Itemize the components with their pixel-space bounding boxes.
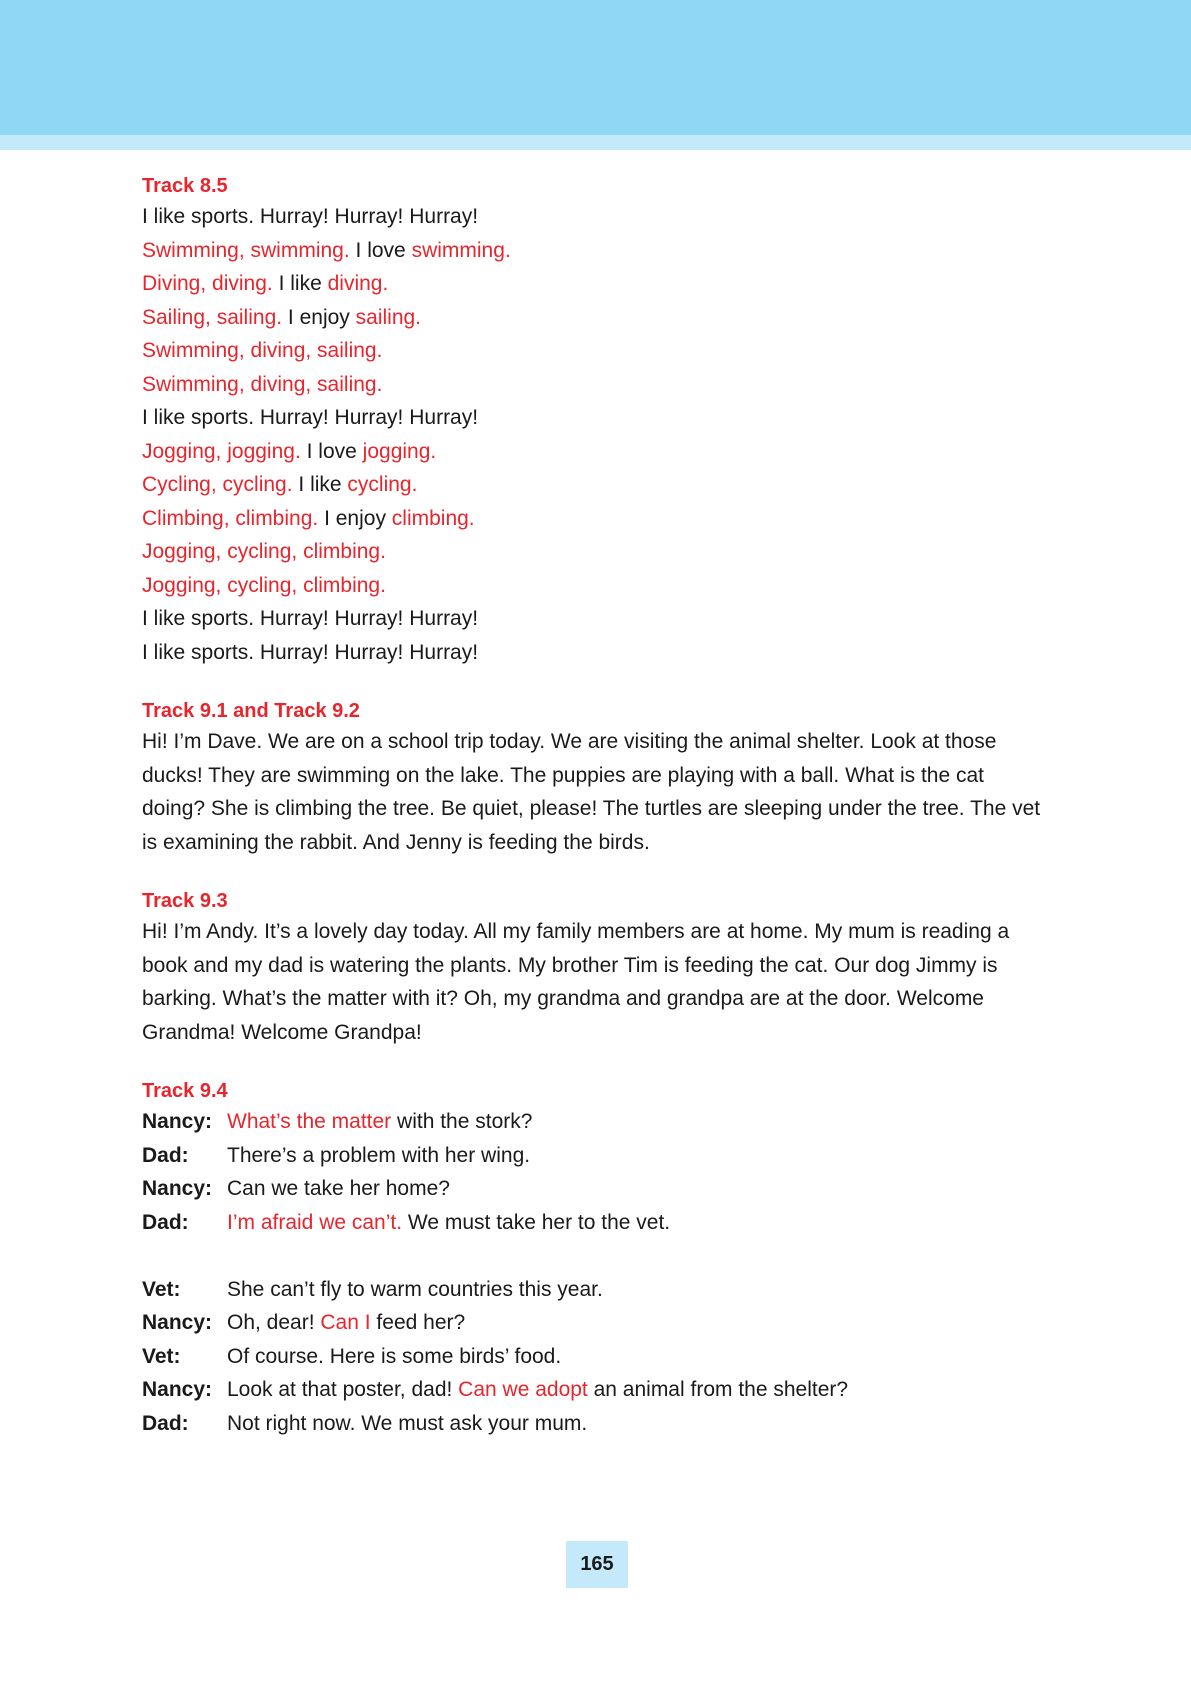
lyric-line (142, 435, 1052, 469)
lyric-line (142, 234, 1052, 268)
lyric-line (142, 401, 1052, 435)
track-8-5-section (142, 172, 1052, 669)
text-run: with the stork? (391, 1110, 533, 1133)
lyric-line (142, 334, 1052, 368)
dialogue-line (142, 1172, 1052, 1206)
track-9-3-heading: Track 9.3 (142, 890, 228, 912)
track-9-3-section (142, 887, 1052, 1049)
text-run: I like sports. Hurray! Hurray! Hurray! (142, 406, 479, 429)
highlighted-phrase: Cycling, cycling. (142, 473, 293, 496)
highlighted-phrase: Jogging, cycling, climbing. (142, 540, 386, 563)
dialogue-text (227, 1373, 848, 1407)
speaker-label: Dad: (142, 1210, 189, 1234)
dialogue-text (227, 1206, 670, 1240)
page-number: 165 (566, 1541, 628, 1588)
track-9-3-text: Hi! I’m Andy. It’s a lovely day today. All my family members are at home. My mum is reading a book and my dad is watering the plants. My brother Tim is feeding the cat. Our dog Jimmy is barking. What’s the matter with it? Oh, my grandma and grandpa are at the door. Welcome Grandma! Welcome Grandpa! (142, 920, 1010, 1044)
dialogue-line (142, 1306, 1052, 1340)
text-run: She can’t fly to warm countries this year. (227, 1277, 603, 1301)
text-run: Oh, dear! (227, 1311, 321, 1334)
highlighted-phrase: diving. (327, 272, 389, 295)
speaker-label: Nancy: (142, 1378, 213, 1401)
highlighted-phrase: I’m afraid we can’t. (227, 1210, 403, 1234)
highlighted-phrase: Diving, diving. (142, 272, 273, 295)
highlighted-phrase: Jogging, cycling, climbing. (142, 573, 386, 597)
highlighted-phrase: What’s the matter (227, 1110, 392, 1133)
lyric-line (142, 602, 1052, 636)
lyric-line (142, 636, 1052, 670)
text-run: feed her? (370, 1311, 466, 1334)
text-run: Can we take her home? (227, 1177, 450, 1200)
speaker-label: Vet: (142, 1344, 181, 1368)
lyric-line (142, 368, 1052, 402)
lyric-line (142, 200, 1052, 234)
highlighted-phrase: climbing. (391, 506, 475, 530)
lyric-line (142, 569, 1052, 603)
page-content (142, 172, 1052, 1468)
dialogue-line (142, 1407, 1052, 1441)
text-run: We must take her to the vet. (402, 1210, 671, 1234)
track-9-4-heading: Track 9.4 (142, 1080, 228, 1102)
text-run: I love (349, 238, 412, 262)
text-run: I enjoy (282, 305, 356, 329)
text-run: I like sports. Hurray! Hurray! Hurray! (142, 205, 479, 228)
highlighted-phrase: Can I (320, 1311, 371, 1334)
song-lyrics (142, 200, 1052, 669)
lyric-line (142, 301, 1052, 335)
speaker-label: Nancy: (142, 1110, 213, 1133)
track-8-5-heading: Track 8.5 (142, 175, 228, 197)
highlighted-phrase: jogging. (362, 439, 437, 463)
dialogue-text (227, 1340, 561, 1374)
dialogue-text (227, 1172, 450, 1206)
text-run: I love (300, 439, 363, 463)
text-run: Not right now. We must ask your mum. (227, 1411, 588, 1435)
text-run: Of course. Here is some birds’ food. (227, 1344, 562, 1368)
text-run: I like sports. Hurray! Hurray! Hurray! (142, 640, 479, 664)
dialogue-line (142, 1139, 1052, 1173)
text-run: I like (292, 473, 348, 496)
speaker-label: Nancy: (142, 1177, 213, 1200)
dialogue-line (142, 1273, 1052, 1307)
speaker-label: Dad: (142, 1411, 189, 1435)
dialogue-text (227, 1407, 587, 1441)
highlighted-phrase: swimming. (411, 238, 511, 262)
highlighted-phrase: sailing. (355, 305, 422, 329)
highlighted-phrase: cycling. (347, 473, 418, 496)
header-band (0, 0, 1191, 135)
highlighted-phrase: Swimming, diving, sailing. (142, 339, 383, 362)
speaker-label: Vet: (142, 1277, 181, 1301)
dialogue-line (142, 1340, 1052, 1374)
highlighted-phrase: Sailing, sailing. (142, 305, 283, 329)
highlighted-phrase: Swimming, swimming. (142, 238, 350, 262)
text-run: There’s a problem with her wing. (227, 1143, 531, 1167)
text-run: Look at that poster, dad! (227, 1378, 459, 1401)
dialogue-text (227, 1273, 603, 1307)
dialogue-line (142, 1105, 1052, 1139)
track-9-1-section (142, 697, 1052, 859)
dialogue-gap (142, 1239, 1052, 1273)
header-strip (0, 135, 1191, 150)
dialogue-text (227, 1306, 465, 1340)
text-run: I like sports. Hurray! Hurray! Hurray! (142, 607, 479, 630)
speaker-label: Dad: (142, 1143, 189, 1167)
lyric-line (142, 267, 1052, 301)
track-9-1-text: Hi! I’m Dave. We are on a school trip today. We are visiting the animal shelter. Look at those ducks! They are swimming on the lake. The puppies are playing with a ball. What is the cat doing? She is climbing the tree. Be quiet, please! The turtles are sleeping under the tree. The vet is examining the rabbit. And Jenny is feeding the birds. (142, 730, 1041, 854)
highlighted-phrase: Swimming, diving, sailing. (142, 372, 383, 396)
lyric-line (142, 468, 1052, 502)
dialogue-text (227, 1105, 532, 1139)
track-9-1-heading: Track 9.1 and Track 9.2 (142, 700, 360, 722)
lyric-line (142, 502, 1052, 536)
track-9-4-section (142, 1077, 1052, 1440)
dialogue-line (142, 1373, 1052, 1407)
dialogue-line (142, 1206, 1052, 1240)
text-run: I enjoy (318, 506, 392, 530)
lyric-line (142, 535, 1052, 569)
dialogue-text (227, 1139, 530, 1173)
text-run: an animal from the shelter? (587, 1378, 849, 1401)
highlighted-phrase: Can we adopt (458, 1378, 588, 1401)
dialogue (142, 1105, 1052, 1440)
speaker-label: Nancy: (142, 1311, 213, 1334)
text-run: I like (272, 272, 328, 295)
highlighted-phrase: Climbing, climbing. (142, 506, 319, 530)
highlighted-phrase: Jogging, jogging. (142, 439, 301, 463)
